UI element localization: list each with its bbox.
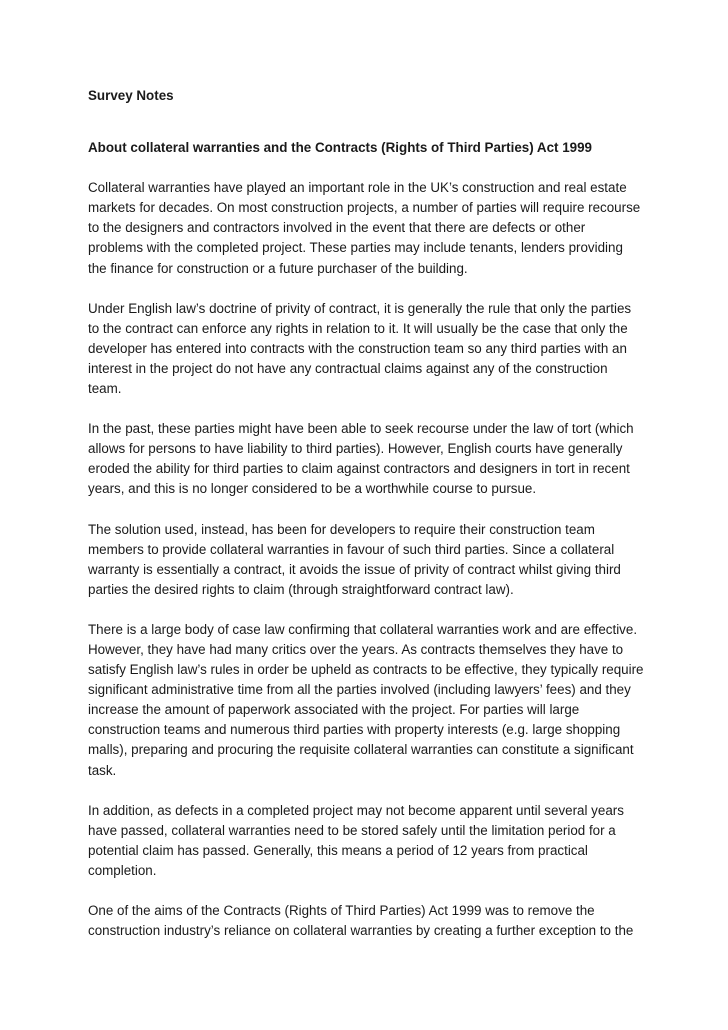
paragraph: In addition, as defects in a completed project may not become apparent until several years have passed, collateral warranties need to be stored safely until the limitation period for a potential claim has passed. Generally, this means a period of 12 years from practical completion.: [88, 802, 624, 878]
paragraph: The solution used, instead, has been for developers to require their construction team members to provide collateral warranties in favour of such third parties. Since a collateral warranty is essentially a contract, it avoids the issue of privity of contract whilst giving third parties the desired rights to claim (through straightforward contract law).: [88, 521, 621, 597]
paragraph: In the past, these parties might have been able to seek recourse under the law of tort (which allows for persons to have liability to third parties). However, English courts have generally eroded the ability for third parties to claim against contractors and designers in tort in recent years, and this is no longer considered to be a worthwhile course to pursue.: [88, 421, 634, 497]
paragraph: Collateral warranties have played an important role in the UK’s construction and real estate markets for decades. On most construction projects, a number of parties will require recourse to the designers and contractors involved in the event that there are defects or other problems with the completed project. These parties may include tenants, lenders providing the finance for construction or a future purchaser of the building.: [88, 180, 641, 276]
paragraph: There is a large body of case law confirming that collateral warranties work and are effective. However, they have had many critics over the years. As contracts themselves they have to satisfy English law’s rules in order be upheld as contracts to be effective, they typically require significant administrative time from all the parties involved (including lawyers’ fees) and they increase the amount of paperwork associated with the project. For parties will large construction teams and numerous third parties with property interests (e.g. large shopping malls), preparing and procuring the requisite collateral warranties can constitute a significant task.: [88, 621, 644, 778]
paragraph: One of the aims of the Contracts (Rights of Third Parties) Act 1999 was to remove the construction industry’s reliance on collateral warranties by creating a further exception to the: [88, 903, 634, 939]
document-body: [88, 86, 644, 961]
document-title: Survey Notes: [88, 88, 174, 103]
document-subtitle: About collateral warranties and the Contracts (Rights of Third Parties) Act 1999: [88, 140, 592, 156]
paragraph: Under English law’s doctrine of privity of contract, it is generally the rule that only the parties to the contract can enforce any rights in relation to it. It will usually be the case that only the developer has entered into contracts with the construction team so any third parties with an interest in the project do not have any contractual claims against any of the construction team.: [88, 300, 632, 397]
